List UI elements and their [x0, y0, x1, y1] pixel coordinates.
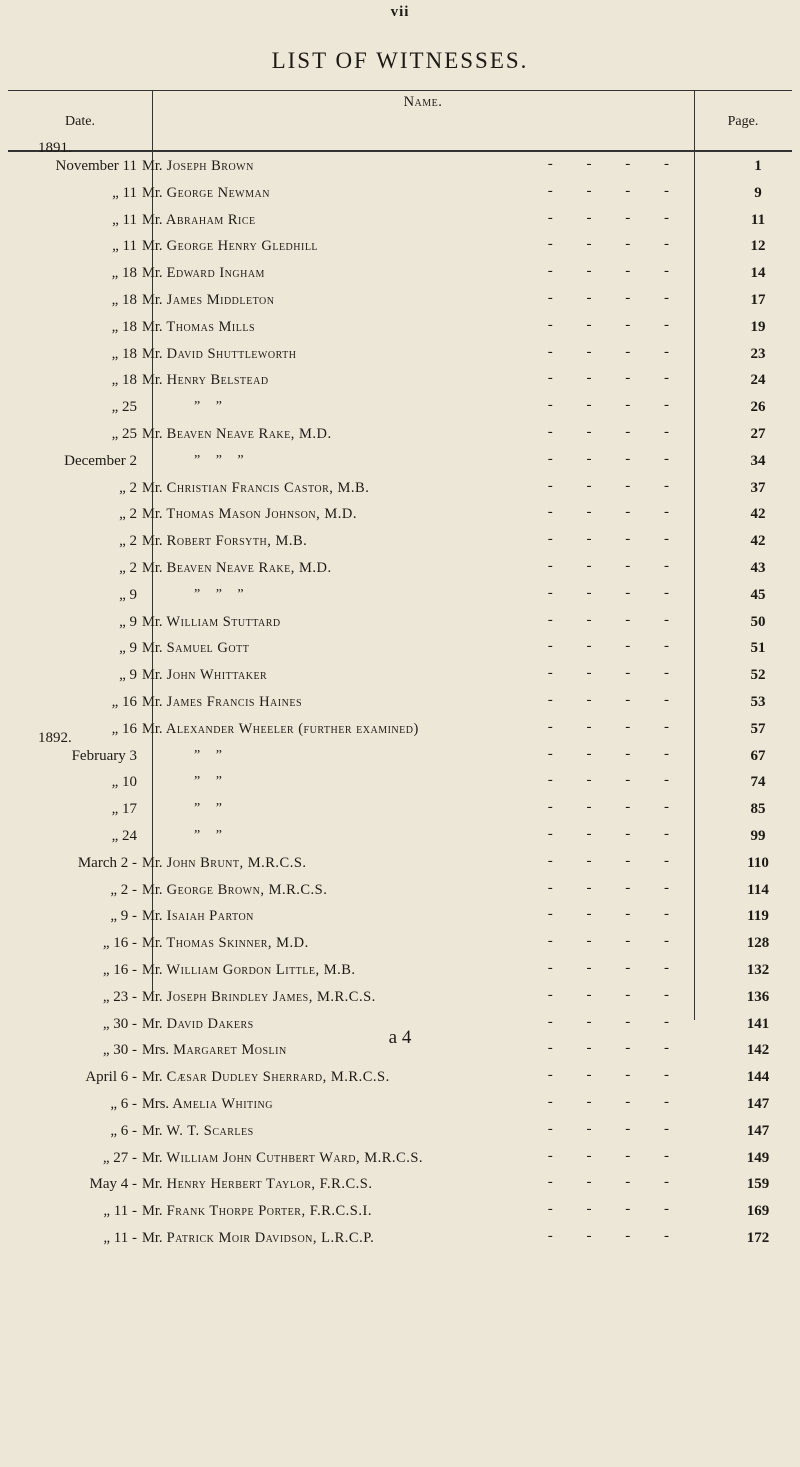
table-row	[8, 663, 792, 689]
name-title: Mr.	[142, 1230, 163, 1246]
witness-name	[142, 614, 281, 631]
date-cell: „ 16 -	[102, 962, 137, 978]
name-title: Mr.	[142, 1176, 163, 1193]
name-title: Mr.	[142, 962, 163, 978]
page-reference: 132	[746, 962, 770, 978]
name-text: David Dakers	[166, 1015, 254, 1032]
dot-leader: - - - -	[547, 638, 684, 655]
name-text: John Brunt, M.R.C.S.	[166, 854, 307, 871]
year-label: 1891.	[38, 140, 72, 156]
page-reference: 34	[750, 452, 766, 469]
date-cell: „ 11 -	[103, 1203, 137, 1220]
table-row	[8, 1172, 792, 1198]
witness-name	[142, 721, 419, 738]
witness-name	[142, 158, 254, 175]
name-title: Mr.	[142, 292, 163, 308]
column-header-date: Date.	[65, 114, 95, 129]
page-reference: 85	[750, 801, 766, 818]
date-cell: „ 11	[112, 184, 137, 201]
date-cell: „ 2	[119, 506, 137, 523]
name-title: Mr.	[142, 640, 163, 657]
name-title: Mr.	[142, 1015, 163, 1032]
name-title: Mr.	[142, 211, 163, 228]
table-row	[8, 556, 792, 582]
dot-leader: - - - -	[547, 290, 684, 306]
name-text: Alexander Wheeler (further examined)	[165, 720, 419, 737]
dot-leader: - - - -	[547, 1120, 684, 1137]
dot-leader: - - - -	[547, 799, 684, 816]
page-reference: 1	[754, 158, 762, 174]
witness-name	[142, 640, 249, 657]
table-row	[8, 985, 792, 1011]
witness-name	[142, 1230, 374, 1247]
table-row	[8, 958, 792, 984]
table-row	[8, 878, 792, 904]
name-title: Mr.	[142, 345, 163, 362]
date-cell: „ 11	[112, 211, 137, 228]
name-title: Mr.	[142, 988, 163, 1005]
ditto-mark: ” ”	[194, 801, 228, 817]
dot-leader: - - - -	[547, 1201, 684, 1218]
dot-leader: - - - -	[547, 1228, 684, 1244]
dot-leader: - - - -	[547, 558, 684, 574]
name-text: George Henry Gledhill	[166, 238, 319, 255]
page-reference: 147	[746, 1096, 770, 1112]
name-text: James Middleton	[166, 292, 275, 308]
witness-name	[142, 1069, 390, 1086]
date-cell: „ 6 -	[110, 1096, 137, 1112]
table-row	[8, 1226, 792, 1252]
dot-leader: - - - -	[547, 450, 684, 467]
date-cell: „ 2	[119, 560, 137, 576]
name-text: Henry Herbert Taylor, F.R.C.S.	[166, 1176, 373, 1193]
page-reference: 136	[746, 988, 770, 1005]
name-text: Cæsar Dudley Sherrard, M.R.C.S.	[166, 1069, 390, 1086]
name-text: Joseph Brown	[166, 158, 254, 174]
witness-name	[142, 1123, 254, 1140]
name-title: Mr.	[142, 265, 163, 282]
dot-leader: - - - -	[547, 1040, 684, 1057]
name-text: Margaret Moslin	[173, 1042, 287, 1059]
date-cell: „ 9	[119, 586, 137, 603]
dot-leader: - - - -	[547, 1094, 684, 1110]
ditto-mark: ” ”	[194, 399, 228, 415]
dot-leader: - - - -	[547, 1174, 684, 1191]
name-text: Christian Francis Castor, M.B.	[166, 479, 370, 496]
table-row	[8, 851, 792, 877]
header-bottom-rule	[8, 150, 792, 152]
table-row	[8, 824, 792, 850]
page-reference: 9	[754, 184, 762, 201]
witness-name	[142, 319, 255, 336]
dot-leader: - - - -	[547, 986, 684, 1003]
date-cell: December 2	[64, 452, 137, 469]
dot-leader: - - - -	[547, 424, 684, 440]
table-row	[8, 1146, 792, 1172]
table-row	[8, 1092, 792, 1118]
page-reference: 50	[750, 613, 766, 630]
page-reference: 24	[750, 372, 766, 389]
witness-name	[142, 1150, 423, 1167]
dot-leader: - - - -	[547, 343, 684, 360]
table-row	[8, 140, 792, 180]
date-cell: „ 18	[111, 292, 137, 308]
dot-leader: - - - -	[547, 370, 684, 387]
name-text: W. T. Scarles	[166, 1122, 254, 1139]
name-text: John Whittaker	[166, 667, 268, 684]
ditto-mark: ” ” ”	[194, 586, 250, 602]
table-row	[8, 797, 792, 823]
table-row	[8, 1199, 792, 1225]
page-reference: 128	[746, 935, 770, 952]
table-row	[8, 931, 792, 957]
name-title: Mr.	[142, 318, 163, 335]
table-row	[8, 342, 792, 368]
witness-name	[142, 292, 274, 309]
page-reference: 74	[750, 774, 766, 791]
name-title: Mr.	[142, 854, 163, 871]
table-row	[8, 449, 792, 475]
date-cell: „ 16	[111, 720, 137, 737]
witness-name	[142, 882, 327, 899]
name-text: Robert Forsyth, M.B.	[166, 533, 308, 550]
dot-leader: - - - -	[547, 611, 684, 628]
column-header-name: Name.	[403, 94, 443, 110]
name-text: Beaven Neave Rake, M.D.	[166, 560, 332, 576]
date-cell: „ 18	[111, 372, 137, 389]
dot-leader: - - - -	[547, 156, 684, 172]
page-reference: 42	[750, 533, 766, 550]
date-cell: May 4 -	[89, 1176, 137, 1193]
name-text: William Gordon Little, M.B.	[166, 962, 356, 978]
witness-name	[142, 238, 318, 255]
witness-name	[142, 185, 270, 202]
ditto-mark: ” ”	[194, 774, 228, 790]
date-cell: „ 2	[119, 533, 137, 550]
witness-name	[142, 1096, 273, 1113]
table-row	[8, 717, 792, 743]
dot-leader: - - - -	[547, 531, 684, 548]
dot-leader: - - - -	[547, 263, 684, 280]
date-cell: „ 18	[111, 318, 137, 335]
date-cell: „ 18	[111, 345, 137, 362]
page-reference: 11	[750, 211, 766, 228]
date-cell: „ 2	[119, 479, 137, 496]
dot-leader: - - - -	[547, 692, 684, 708]
page-reference: 43	[750, 560, 766, 576]
name-title: Mr.	[142, 533, 163, 550]
dot-leader: - - - -	[547, 316, 684, 333]
name-title: Mrs.	[142, 1042, 169, 1059]
name-title: Mr.	[142, 908, 163, 925]
page-reference: 141	[746, 1015, 770, 1032]
page-reference: 169	[746, 1203, 770, 1220]
witness-name	[142, 1203, 372, 1220]
name-title: Mr.	[142, 613, 163, 630]
witness-name	[142, 372, 269, 389]
date-cell: „ 16	[111, 694, 137, 710]
date-cell: „ 30 -	[102, 1042, 137, 1059]
table-row	[8, 395, 792, 421]
page-reference: 57	[750, 720, 766, 737]
page-reference: 17	[750, 292, 766, 308]
table-row	[8, 1065, 792, 1091]
name-title: Mr.	[142, 560, 163, 576]
dot-leader: - - - -	[547, 209, 684, 226]
table-row	[8, 181, 792, 207]
ditto-mark: ” ”	[194, 828, 228, 843]
date-cell: „ 11 -	[103, 1230, 137, 1246]
date-cell: „ 24	[111, 828, 137, 844]
dot-leader: - - - -	[547, 718, 684, 735]
witness-name	[142, 426, 332, 443]
date-cell: November 11	[55, 158, 137, 174]
date-cell: April 6 -	[85, 1069, 137, 1086]
table-row	[8, 583, 792, 609]
table-row	[8, 690, 792, 716]
name-title: Mr.	[142, 1203, 163, 1220]
page-reference: 147	[746, 1122, 770, 1139]
name-text: Samuel Gott	[166, 640, 250, 657]
table-row	[8, 234, 792, 260]
name-text: Amelia Whiting	[172, 1096, 273, 1112]
witness-name	[142, 346, 296, 363]
table-row	[8, 610, 792, 636]
name-title: Mr.	[142, 506, 163, 523]
witness-name	[142, 1176, 372, 1193]
name-text: Henry Belstead	[166, 372, 269, 389]
date-cell: „ 16 -	[102, 935, 137, 952]
page-reference: 159	[746, 1176, 770, 1193]
witness-name	[142, 667, 267, 684]
table-row	[8, 368, 792, 394]
date-cell: „ 2 -	[110, 881, 137, 898]
signature-mark: a 4	[388, 1027, 412, 1048]
witness-name	[142, 533, 307, 550]
table-row	[8, 636, 792, 662]
ditto-mark: ” ” ”	[194, 452, 250, 468]
dot-leader: - - - -	[547, 745, 684, 762]
column-header-page: Page.	[727, 114, 759, 129]
date-cell: March 2 -	[77, 854, 137, 871]
name-text: George Brown, M.R.C.S.	[166, 881, 328, 898]
witness-name	[142, 506, 357, 523]
page-reference: 149	[746, 1149, 770, 1166]
name-text: David Shuttleworth	[166, 345, 297, 362]
table-row	[8, 770, 792, 796]
table-row	[8, 1119, 792, 1145]
table-row	[8, 904, 792, 930]
witness-name	[142, 935, 309, 952]
dot-leader: - - - -	[547, 879, 684, 896]
name-title: Mr.	[142, 667, 163, 684]
name-text: James Francis Haines	[166, 694, 303, 710]
dot-leader: - - - -	[547, 236, 684, 253]
table-row	[8, 476, 792, 502]
date-cell: „ 9	[119, 667, 137, 684]
page-reference: 19	[750, 318, 766, 335]
page-reference: 42	[750, 506, 766, 523]
date-cell: „ 30 -	[102, 1015, 137, 1032]
dot-leader: - - - -	[547, 772, 684, 789]
name-title: Mr.	[142, 1122, 163, 1139]
ditto-mark: ” ”	[194, 747, 228, 763]
name-text: William Stuttard	[166, 613, 281, 630]
dot-leader: - - - -	[547, 1013, 684, 1030]
name-title: Mr.	[142, 426, 163, 442]
table-row	[8, 315, 792, 341]
witness-name	[142, 265, 265, 282]
date-cell: „ 9	[119, 613, 137, 630]
witness-name	[142, 908, 254, 925]
name-title: Mr.	[142, 479, 163, 496]
page-reference: 53	[750, 694, 766, 710]
name-text: Patrick Moir Davidson, L.R.C.P.	[166, 1230, 375, 1246]
dot-leader: - - - -	[547, 906, 684, 923]
page-reference: 114	[747, 881, 769, 898]
date-cell: „ 11	[112, 238, 137, 255]
name-text: Frank Thorpe Porter, F.R.C.S.I.	[166, 1203, 372, 1220]
dot-leader: - - - -	[547, 584, 684, 601]
name-title: Mrs.	[142, 1096, 169, 1112]
dot-leader: - - - -	[547, 933, 684, 950]
table-row	[8, 208, 792, 234]
page-reference: 144	[746, 1069, 770, 1086]
name-title: Mr.	[142, 184, 163, 201]
date-cell: „ 23 -	[102, 988, 137, 1005]
name-text: Thomas Skinner, M.D.	[166, 935, 309, 952]
witness-name	[142, 962, 356, 979]
name-text: Abraham Rice	[165, 211, 256, 228]
name-text: Isaiah Parton	[166, 908, 254, 925]
name-title: Mr.	[142, 881, 163, 898]
page-reference: 45	[750, 586, 766, 603]
date-cell: „ 25	[111, 426, 137, 442]
name-text: Thomas Mills	[166, 318, 256, 335]
page-reference: 99	[750, 828, 766, 844]
witness-name	[142, 694, 302, 711]
header-top-rule	[8, 90, 792, 91]
dot-leader: - - - -	[547, 1147, 684, 1164]
dot-leader: - - - -	[547, 504, 684, 521]
name-title: Mr.	[142, 1149, 163, 1166]
name-title: Mr.	[142, 158, 163, 174]
witness-name	[142, 480, 369, 497]
page-reference: 110	[747, 854, 769, 871]
name-title: Mr.	[142, 935, 163, 952]
dot-leader: - - - -	[547, 477, 684, 494]
name-text: George Newman	[166, 184, 270, 201]
date-cell: „ 10	[111, 774, 137, 791]
page-reference: 51	[750, 640, 766, 657]
witness-name	[142, 855, 307, 872]
page-reference: 26	[750, 399, 766, 416]
page-reference: 27	[750, 426, 766, 442]
table-row	[8, 529, 792, 555]
dot-leader: - - - -	[547, 397, 684, 414]
name-title: Mr.	[142, 1069, 163, 1086]
table-row	[8, 422, 792, 448]
name-text: Edward Ingham	[166, 265, 265, 282]
page-number: vii	[390, 4, 410, 20]
page-reference: 119	[747, 908, 769, 925]
page-reference: 12	[750, 238, 766, 255]
date-cell: „ 27 -	[102, 1149, 137, 1166]
name-text: William John Cuthbert Ward, M.R.C.S.	[166, 1149, 424, 1166]
date-cell: „ 9	[119, 640, 137, 657]
date-cell: „ 18	[111, 265, 137, 282]
date-cell: „ 9 -	[110, 908, 137, 925]
dot-leader: - - - -	[547, 852, 684, 869]
page-reference: 172	[746, 1230, 770, 1246]
date-cell: February 3	[71, 747, 137, 764]
table-row	[8, 288, 792, 314]
page-reference: 142	[746, 1042, 770, 1059]
dot-leader: - - - -	[547, 1067, 684, 1084]
dot-leader: - - - -	[547, 960, 684, 976]
name-text: Beaven Neave Rake, M.D.	[166, 426, 332, 442]
witness-name	[142, 560, 332, 577]
page-reference: 37	[750, 479, 766, 496]
name-text: Joseph Brindley James, M.R.C.S.	[166, 988, 376, 1005]
dot-leader: - - - -	[547, 665, 684, 682]
witness-name	[142, 212, 256, 229]
date-cell: „ 6 -	[110, 1122, 137, 1139]
table-row	[8, 261, 792, 287]
date-cell: „ 17	[111, 801, 137, 818]
page-reference: 67	[750, 747, 766, 764]
dot-leader: - - - -	[547, 182, 684, 199]
page-title: LIST OF WITNESSES.	[271, 48, 529, 73]
page-reference: 23	[750, 345, 766, 362]
page-reference: 52	[750, 667, 766, 684]
table-row	[8, 502, 792, 528]
year-label: 1892.	[38, 729, 72, 746]
witness-name	[142, 989, 376, 1006]
dot-leader: - - - -	[547, 826, 684, 842]
name-text: Thomas Mason Johnson, M.D.	[166, 506, 357, 523]
table-row	[8, 729, 792, 770]
name-title: Mr.	[142, 372, 163, 389]
page-reference: 14	[750, 265, 766, 282]
name-title: Mr.	[142, 694, 163, 710]
date-cell: „ 25	[111, 399, 137, 416]
name-title: Mr.	[142, 238, 163, 255]
name-title: Mr.	[142, 720, 163, 737]
